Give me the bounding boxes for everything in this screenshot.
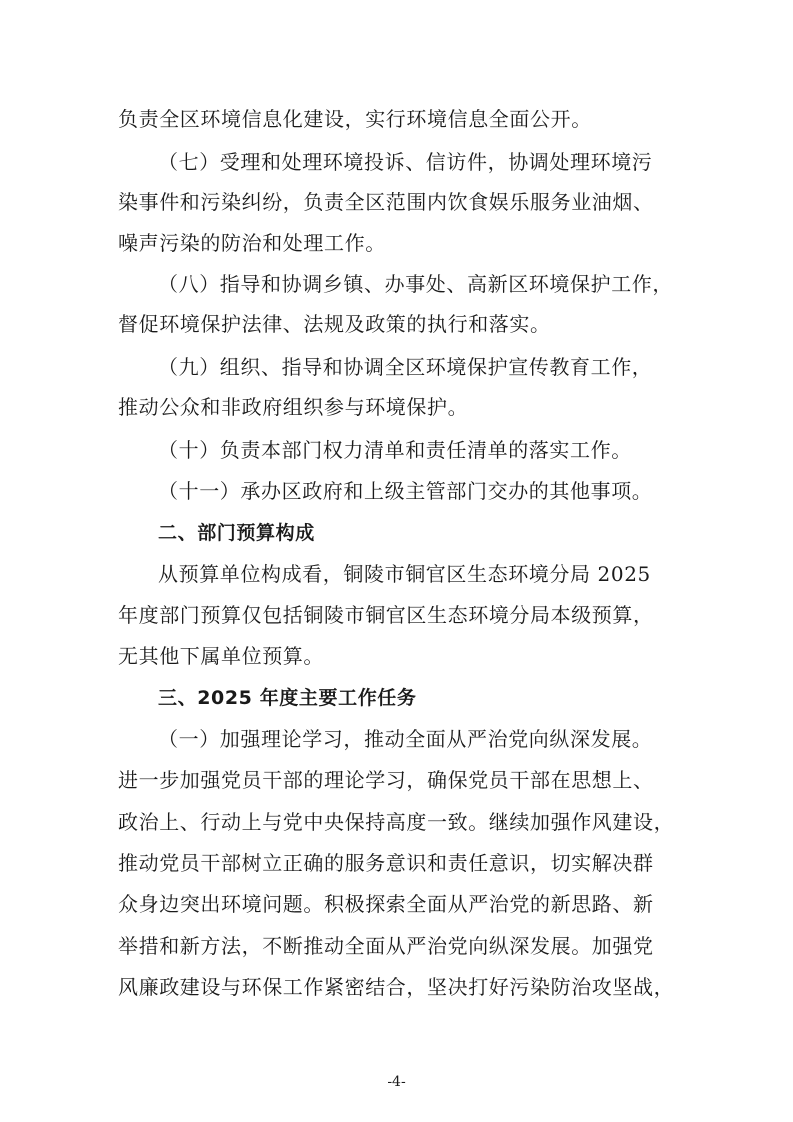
body-line: （一）加强理论学习，推动全面从严治党向纵深发展。 (158, 727, 653, 751)
body-line: 风廉政建设与环保工作紧密结合，坚决打好污染防治攻坚战， (118, 975, 675, 999)
body-line: 噪声污染的防治和处理工作。 (118, 231, 386, 255)
body-line: （九）组织、指导和协调全区环境保护宣传教育工作， (158, 355, 653, 379)
body-line: 推动党员干部树立正确的服务意识和责任意识，切实解决群 (118, 851, 654, 875)
body-line: 年度部门预算仅包括铜陵市铜官区生态环境分局本级预算， (118, 603, 654, 627)
body-line: 众身边突出环境问题。积极探索全面从严治党的新思路、新 (118, 892, 654, 916)
body-line: 无其他下属单位预算。 (118, 644, 324, 668)
body-line: 督促环境保护法律、法规及政策的执行和落实。 (118, 312, 551, 336)
body-line: 负责全区环境信息化建设，实行环境信息全面公开。 (118, 107, 592, 131)
body-line: （八）指导和协调乡镇、办事处、高新区环境保护工作， (158, 272, 673, 296)
body-line: 举措和新方法，不断推动全面从严治党向纵深发展。加强党 (118, 934, 654, 958)
body-line: 进一步加强党员干部的理论学习，确保党员干部在思想上、 (118, 768, 654, 792)
section-heading: 二、部门预算构成 (158, 522, 315, 544)
body-line: 推动公众和非政府组织参与环境保护。 (118, 395, 469, 419)
body-line: （七）受理和处理环境投诉、信访件，协调处理环境污 (158, 150, 653, 174)
section-heading: 三、2025 年度主要工作任务 (158, 687, 417, 709)
body-line: （十）负责本部门权力清单和责任清单的落实工作。 (158, 438, 632, 462)
body-line: 政治上、行动上与党中央保持高度一致。继续加强作风建设， (118, 810, 675, 834)
page-number: -4- (387, 1074, 406, 1090)
body-line: 染事件和污染纠纷，负责全区范围内饮食娱乐服务业油烟、 (118, 190, 654, 214)
body-line: 从预算单位构成看，铜陵市铜官区生态环境分局 2025 (158, 562, 651, 586)
body-line: （十一）承办区政府和上级主管部门交办的其他事项。 (158, 479, 653, 503)
